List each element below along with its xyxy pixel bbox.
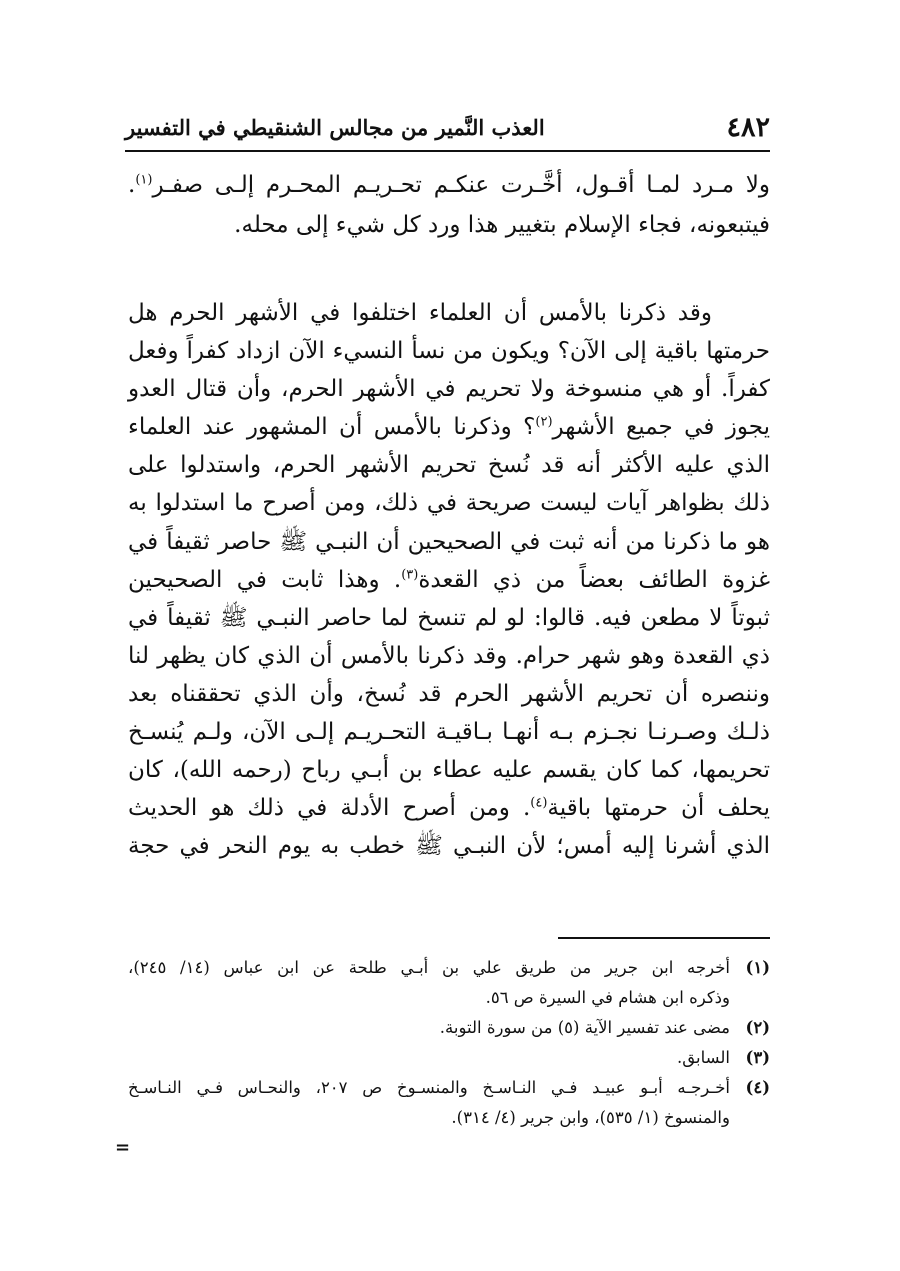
- footnote-3: [128, 1043, 770, 1073]
- footnote-line: والمنسوخ (١/ ٥٣٥)، وابن جرير (٤/ ٣١٤).: [451, 1108, 730, 1127]
- footnote-mark: (٢): [535, 414, 553, 430]
- footnote-number: (٣): [745, 1048, 770, 1067]
- footnote-mark: (٤): [530, 795, 548, 811]
- footnote-number: (٢): [745, 1018, 770, 1037]
- text-line: ولا مـرد لمـا أقـول، أخَّـرت عنكـم تحـريـم المحـرم إلـى صفـر$^{(١)}$.: [128, 172, 770, 198]
- text-line: وقد ذكرنا بالأمس أن العلماء اختلفوا في الأشهر الحرم هل: [128, 300, 712, 326]
- text-line: ذي القعدة وهو شهر حرام. وقد ذكرنا بالأمس أن الذي كان يظهر لنا: [128, 642, 770, 669]
- page-number: ٤٨٢: [726, 112, 770, 143]
- text-line: ذلـك وصـرنـا نجـزم بـه أنهـا بـاقيـة التحـريـم إلـى الآن، ولـم يُنسـخ: [128, 719, 770, 746]
- footnote-1: [128, 953, 770, 1013]
- text-line: الذي عليه الأكثر أنه قد نُسخ تحريم الأشهر الحرم، واستدلوا على: [128, 452, 770, 479]
- text-line: الذي أشرنا إليه أمس؛ لأن النبـي ﷺ خطب به يوم النحر في حجة: [128, 833, 770, 860]
- text-line: وننصره أن تحريم الأشهر الحرم قد نُسخ، وأن الذي تحققناه بعد: [128, 680, 770, 707]
- page-header: [125, 112, 770, 144]
- footnote-number: (١): [745, 958, 770, 977]
- text-line: يحلف أن حرمتها باقية$^{(٤)}$. ومن أصرح الأدلة في ذلك هو الحديث: [128, 795, 770, 822]
- footnote-4: [128, 1073, 770, 1133]
- paragraph-main: [128, 294, 770, 865]
- footnote-line: أخـرجـه أبـو عبيـد فـي النـاسـخ والمنسـوخ ص ٢٠٧، والنحـاس فـي النـاسـخ: [128, 1078, 730, 1097]
- text-line: هو ما ذكرنا من أنه ثبت في الصحيحين أن النبـي ﷺ حاصر ثقيفاً في: [128, 528, 770, 555]
- footnote-line: وذكره ابن هشام في السيرة ص ٥٦.: [485, 988, 730, 1007]
- text-line: حرمتها باقية إلى الآن؟ ويكون من نسأ النسيء الآن ازداد كفراً وفعل: [128, 338, 770, 365]
- footnote-line: السابق.: [677, 1048, 730, 1067]
- footnote-2: [128, 1013, 770, 1043]
- text-line: تحريمها، كما كان يقسم عليه عطاء بن أبـي رباح (رحمه الله)، كان: [128, 757, 770, 784]
- text-line: ذلك بظواهر آيات ليست صريحة في ذلك، ومن أصرح ما استدلوا به: [128, 490, 770, 517]
- header-rule: [125, 150, 770, 152]
- text-line: يجوز في جميع الأشهر$^{(٢)}$؟ وذكرنا بالأمس أن المشهور عند العلماء: [128, 414, 770, 441]
- text-line: غزوة الطائف بعضاً من ذي القعدة$^{(٣)}$. وهذا ثابت في الصحيحين: [128, 566, 770, 593]
- continuation-mark: =: [115, 1137, 131, 1158]
- footnotes: [128, 953, 770, 1133]
- paragraph-continuation: [128, 165, 770, 245]
- text-line: فيتبعونه، فجاء الإسلام بتغيير هذا ورد كل شيء إلى محله.: [234, 212, 770, 238]
- text-line: ثبوتاً لا مطعن فيه. قالوا: لو لم تنسخ لما حاصر النبـي ﷺ ثقيفاً في: [128, 604, 770, 631]
- footnote-separator: [558, 937, 770, 939]
- footnote-mark: (٣): [401, 567, 419, 582]
- running-title: العذب النَّمير من مجالس الشنقيطي في التفسير: [125, 115, 545, 140]
- footnote-mark: (١): [135, 172, 153, 188]
- footnote-number: (٤): [745, 1078, 770, 1097]
- text-line: كفراً. أو هي منسوخة ولا تحريم في الأشهر الحرم، وأن قتال العدو: [128, 376, 770, 403]
- footnote-line: مضى عند تفسير الآية (٥) من سورة التوبة.: [439, 1018, 730, 1037]
- footnote-line: أخرجه ابن جرير من طريق علي بن أبـي طلحة عن ابن عباس (١٤/ ٢٤٥)،: [128, 958, 730, 977]
